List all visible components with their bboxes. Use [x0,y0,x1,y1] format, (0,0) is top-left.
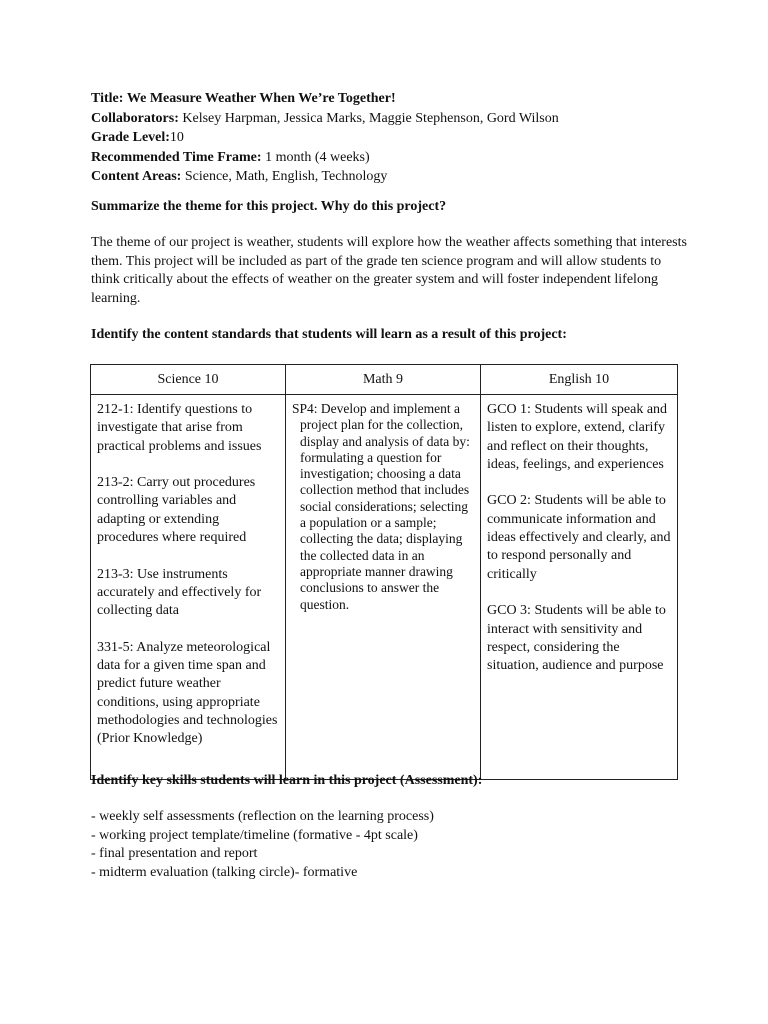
content-areas-line [91,167,559,187]
content-areas-value: Science, Math, English, Technology [181,169,388,184]
header-english: English 10 [481,365,678,395]
science-standard: 212-1: Identify questions to investigate that arise from practical problems and issues [97,402,262,454]
title-line [91,89,559,109]
project-header [91,89,559,187]
english-standard: GCO 1: Students will speak and listen to explore, extend, clarify and reflect on their thoughts, ideas, feelings, and experiences [487,402,668,472]
content-areas-label: Content Areas: [91,169,182,184]
grade-level-line [91,128,559,148]
list-item: - working project template/timeline (formative - 4pt scale) [91,827,418,843]
header-math: Math 9 [286,365,481,395]
title-label: Title: [91,91,124,106]
science-cell [91,395,286,780]
skills-list [91,808,434,882]
standards-question: Identify the content standards that students will learn as a result of this project: [91,327,567,342]
collaborators-value: Kelsey Harpman, Jessica Marks, Maggie Stephenson, Gord Wilson [178,110,559,126]
skills-question: Identify key skills students will learn in this project (Assessment): [91,773,483,788]
project-title: We Measure Weather When We’re Together! [126,91,396,106]
grade-level-value: 10 [169,130,184,145]
theme-answer: The theme of our project is weather, students will explore how the weather affects something that interests them. This project will be included as part of the grade ten science program and will allow students to think critically about the effects of weather on the greater system and will foster independent lifelong learning. [91,235,687,306]
list-item: - midterm evaluation (talking circle)- formative [91,864,358,880]
grade-level-label: Grade Level: [91,130,170,145]
standards-table [90,364,678,780]
theme-question: Summarize the theme for this project. Why do this project? [91,199,447,214]
english-standard: GCO 2: Students will be able to communicate information and ideas effectively and clearly, and to respond personally and critically [487,493,671,582]
list-item: - weekly self assessments (reflection on the learning process) [91,809,434,824]
science-standard: 213-3: Use instruments accurately and effectively for collecting data [97,566,262,619]
list-item: - final presentation and report [91,846,258,861]
standards-body-row [91,395,678,780]
english-cell [481,395,678,780]
english-standard: GCO 3: Students will be able to interact with sensitivity and respect, considering the situation, audience and purpose [487,603,666,674]
science-standard: 213-2: Carry out procedures controlling variables and adapting or extending procedures where required [97,475,256,546]
time-frame-line [91,148,559,168]
header-science: Science 10 [91,365,286,395]
time-frame-label: Recommended Time Frame: [91,149,262,165]
time-frame-value: 1 month (4 weeks) [261,149,370,165]
science-standard: 331-5: Analyze meteorological data for a given time span and predict future weather conditions, using appropriate methodologies and technologies (Prior Knowledge) [97,639,278,747]
standards-header-row [91,365,678,395]
math-standard: SP4: Develop and implement a project plan for the collection, display and analysis of data by: formulating a question for investigation; choosing a data collection method that includes social considerations; selecting a population or a sample; collecting the data; displaying the collected data in an appropriate manner drawing conclusions to answer the question. [292,401,470,612]
collaborators-label: Collaborators: [91,110,179,126]
math-cell [286,395,481,780]
collaborators-line [91,109,559,129]
